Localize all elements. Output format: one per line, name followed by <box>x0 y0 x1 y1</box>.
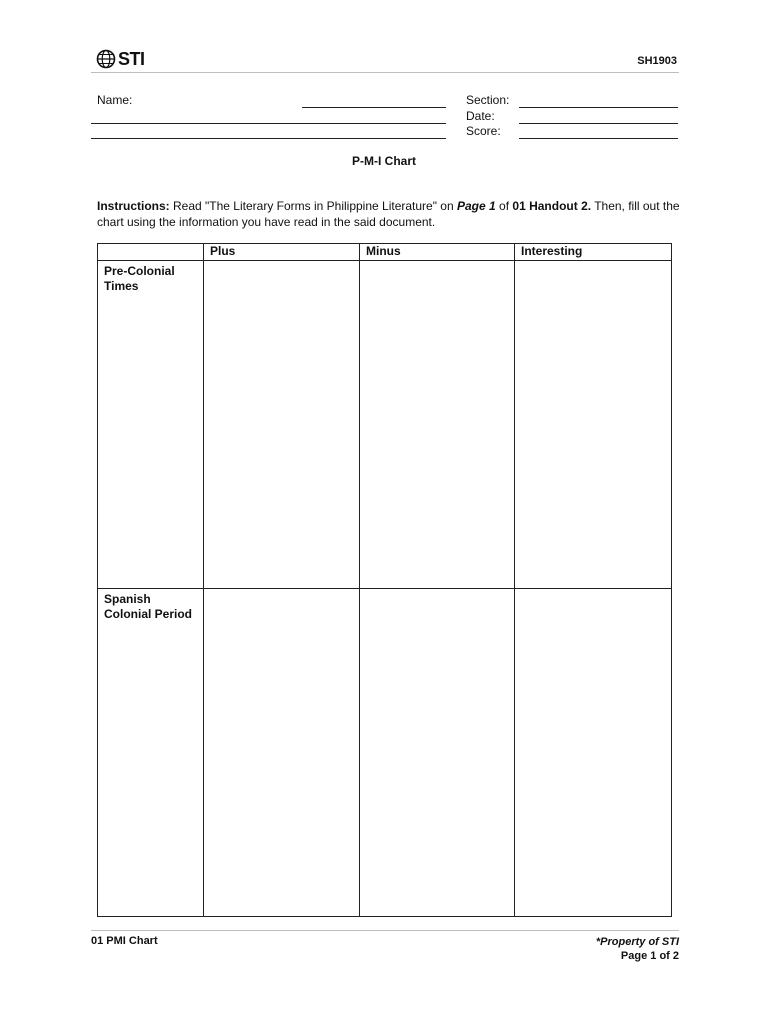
name-field-line[interactable] <box>302 107 446 108</box>
section-label: Section: <box>466 93 510 107</box>
cell-pre-colonial-plus[interactable] <box>204 261 360 589</box>
header-cell-interesting: Interesting <box>515 244 672 261</box>
date-field-line[interactable] <box>519 123 678 124</box>
cell-pre-colonial-minus[interactable] <box>360 261 515 589</box>
table-header-row <box>98 244 672 261</box>
name-label: Name: <box>97 93 133 107</box>
instructions-part2: of <box>495 199 513 213</box>
document-code: SH1903 <box>637 55 677 67</box>
sti-logo <box>96 48 145 70</box>
cell-spanish-plus[interactable] <box>204 589 360 917</box>
section-field-line[interactable] <box>519 107 678 108</box>
row-label-pre-colonial: Pre-Colonial Times <box>98 261 204 589</box>
footer-document-name: 01 PMI Chart <box>91 935 158 947</box>
instructions-part3: Then, fill out the chart using the information you have read in the said document. <box>97 199 680 229</box>
table-row <box>98 261 672 589</box>
header-cell-blank <box>98 244 204 261</box>
footer-property: *Property of STI <box>595 936 679 948</box>
instructions-part1: Read "The Literary Forms in Philippine Literature" on <box>169 199 457 213</box>
date-label: Date: <box>466 109 495 123</box>
name-field-line-3[interactable] <box>91 138 446 139</box>
header-cell-plus: Plus <box>204 244 360 261</box>
score-label: Score: <box>466 124 501 138</box>
pmi-chart-table <box>97 243 672 917</box>
instructions-lead: Instructions: <box>97 199 170 213</box>
footer-page-number: Page 1 of 2 <box>620 950 679 962</box>
footer-right <box>596 935 679 963</box>
handout-reference: 01 Handout 2. <box>512 199 592 213</box>
header-cell-minus: Minus <box>360 244 515 261</box>
table-row <box>98 589 672 917</box>
page-title: P-M-I Chart <box>352 154 416 168</box>
page-reference: Page 1 <box>457 199 496 213</box>
score-field-line[interactable] <box>519 138 678 139</box>
logo-text: STI <box>118 48 145 69</box>
header-rule <box>91 72 679 73</box>
row-label-spanish-colonial: Spanish Colonial Period <box>98 589 204 917</box>
cell-pre-colonial-interesting[interactable] <box>515 261 672 589</box>
footer-rule <box>91 930 679 931</box>
instructions <box>97 198 687 230</box>
name-field-line-2[interactable] <box>91 123 446 124</box>
cell-spanish-minus[interactable] <box>360 589 515 917</box>
cell-spanish-interesting[interactable] <box>515 589 672 917</box>
globe-icon <box>96 49 116 69</box>
